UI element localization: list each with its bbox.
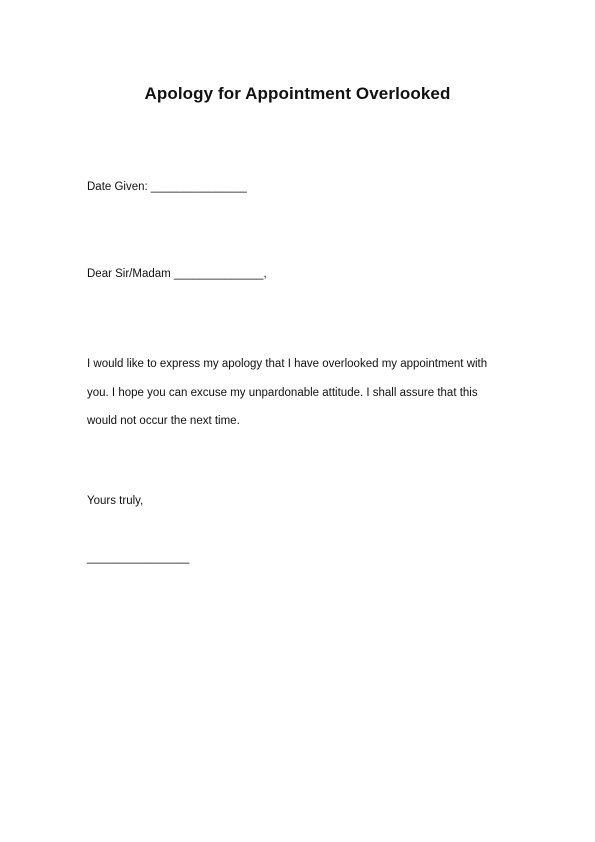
body-line: you. I hope you can excuse my unpardonable attitude. I shall assure that this: [87, 386, 478, 399]
letter-body: [87, 350, 517, 436]
body-line: I would like to express my apology that I have overlooked my appointment with: [87, 358, 488, 370]
closing-line: Yours truly,: [87, 495, 144, 507]
body-line: would not occur the next time.: [87, 415, 240, 427]
date-given-line: Date Given: _______________: [87, 181, 247, 193]
signature-line: ________________: [87, 552, 190, 564]
salutation-line: Dear Sir/Madam ______________,: [87, 268, 267, 280]
document-title: Apology for Appointment Overlooked: [144, 84, 451, 103]
